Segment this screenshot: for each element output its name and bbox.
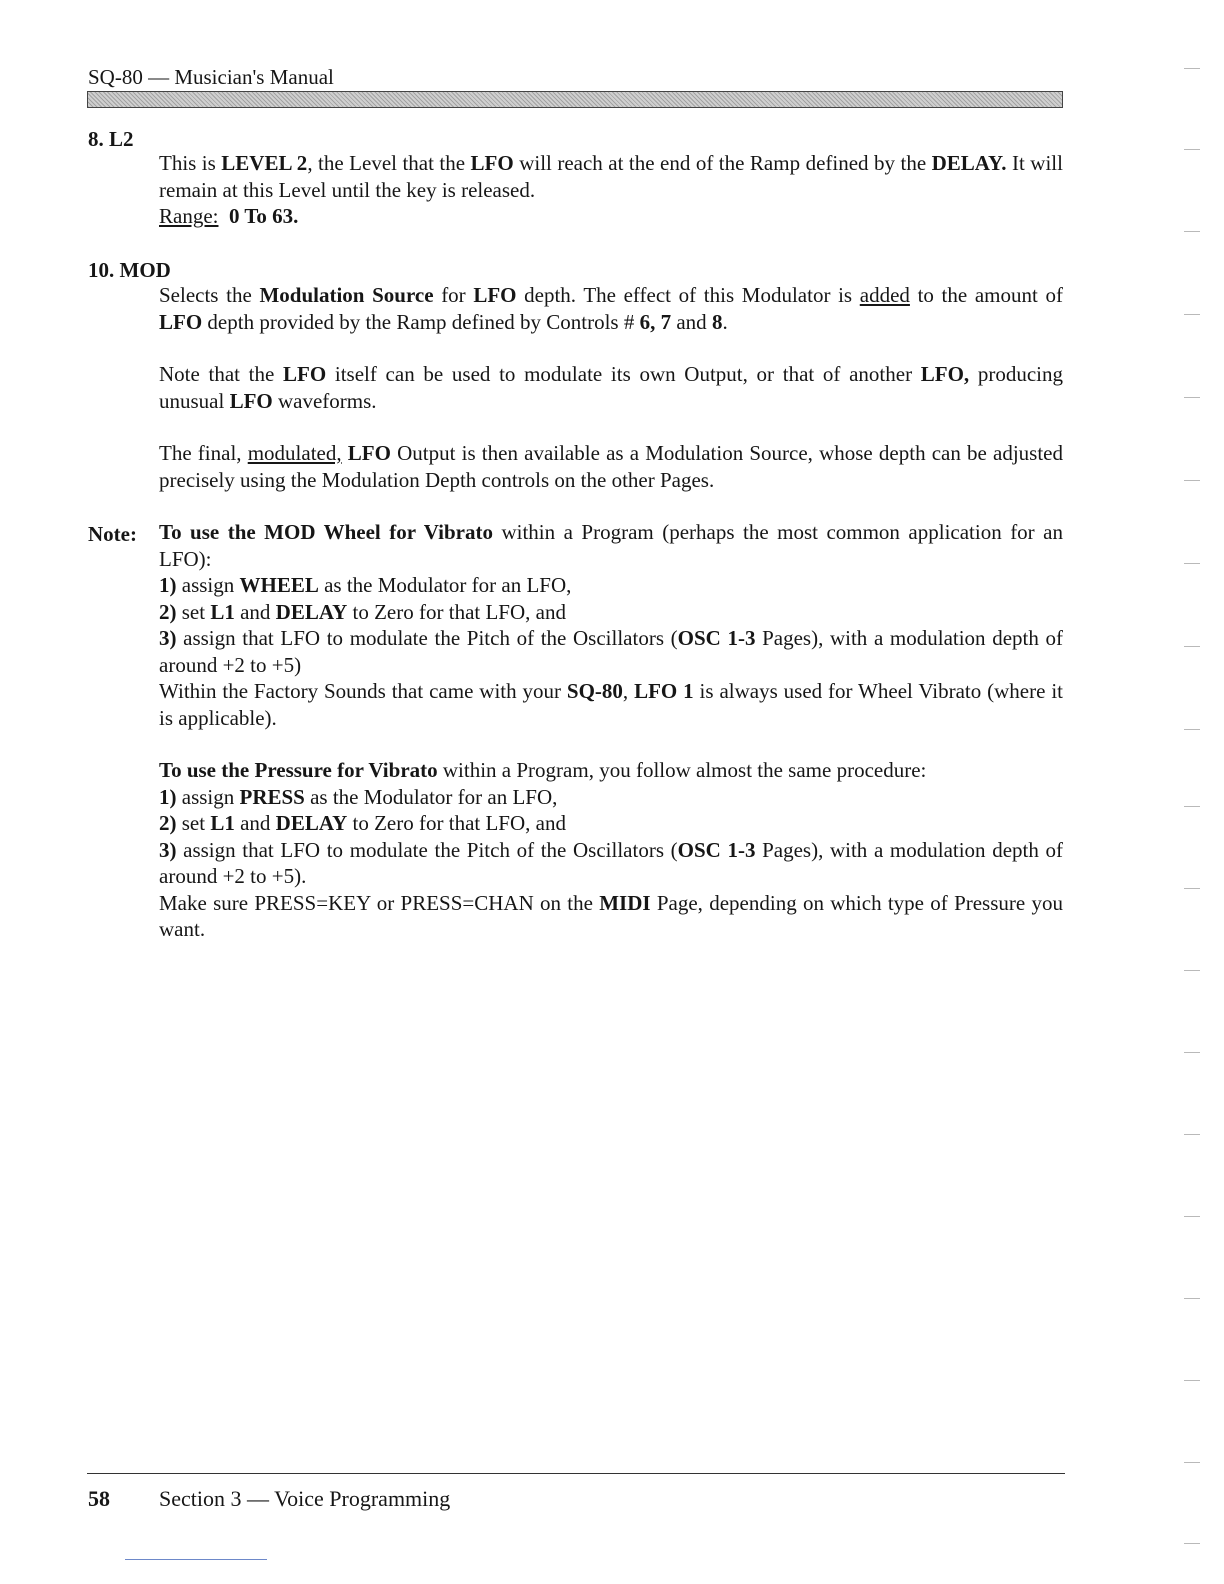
step-number: 2) [159, 599, 177, 624]
mod-paragraph-3 [159, 440, 1063, 493]
text: Note that the [159, 362, 284, 386]
text: to the amount of [909, 283, 1063, 307]
binder-tick [1184, 1462, 1200, 1463]
text: and [234, 599, 276, 624]
footer-section-title: Section 3 — Voice Programming [159, 1486, 451, 1511]
underlined-added: added [859, 283, 910, 307]
wheel-step-3 [159, 625, 1063, 678]
binder-tick [1184, 1380, 1200, 1381]
term-level-2: LEVEL 2 [221, 151, 308, 175]
term-delay: DELAY [275, 599, 348, 624]
text: assign [176, 573, 240, 597]
wheel-title: To use the MOD Wheel for Vibrato [159, 520, 493, 544]
term-delay: DELAY. [931, 151, 1007, 175]
mod-paragraph-2-block [159, 361, 1063, 414]
note-label: Note: [88, 522, 137, 546]
text: is always used for Wheel Vibrato (where it is applicable). [159, 679, 1063, 730]
text: assign that LFO to modulate the Pitch of the Oscillators ( [176, 626, 678, 650]
term-midi: MIDI [599, 890, 651, 915]
binder-tick [1184, 806, 1200, 807]
binder-tick [1184, 1052, 1200, 1053]
text: The final, [159, 441, 248, 465]
term-lfo: LFO [283, 362, 327, 386]
pressure-step-1 [159, 784, 1063, 811]
note-wheel-block [159, 519, 1063, 731]
range-label: Range: [159, 204, 219, 228]
binder-tick [1184, 563, 1200, 564]
l2-paragraph [159, 150, 1063, 203]
binder-tick [1184, 1543, 1200, 1544]
step-number: 1) [159, 573, 177, 597]
text: , [622, 679, 635, 703]
text: set [176, 811, 211, 835]
text: itself can be used to modulate its own Output, or that of another [326, 362, 921, 386]
text: as the Modulator for an LFO, [318, 573, 572, 597]
mod-paragraph-1 [159, 282, 1063, 335]
term-lfo: LFO, [920, 362, 970, 386]
term-osc: OSC 1-3 [677, 626, 756, 650]
section-heading-mod: 10. MOD [88, 258, 171, 282]
underlined-modulated: modulated, [247, 441, 342, 465]
text: assign [176, 784, 240, 809]
binder-tick [1184, 314, 1200, 315]
text: Make sure PRESS=KEY or PRESS=CHAN on the [159, 890, 600, 915]
term-lfo: LFO [347, 441, 391, 465]
term-lfo: LFO [470, 151, 514, 175]
pressure-title: To use the Pressure for Vibrato [159, 758, 438, 782]
pressure-make-sure [159, 890, 1063, 943]
text: for [433, 283, 474, 307]
binder-tick [1184, 646, 1200, 647]
wheel-step-1 [159, 572, 1063, 599]
text: will reach at the end of the Ramp defined by the [513, 151, 932, 175]
term-l1: L1 [210, 811, 235, 835]
term-osc: OSC 1-3 [677, 837, 756, 862]
footer-rule [87, 1473, 1065, 1474]
text: depth provided by the Ramp defined by Controls # [202, 309, 640, 334]
binder-tick [1184, 1216, 1200, 1217]
text: This is [159, 151, 222, 175]
l2-range [159, 203, 1063, 230]
wheel-step-2 [159, 599, 1063, 626]
text: Within the Factory Sounds that came with your [159, 679, 567, 703]
term-wheel: WHEEL [239, 573, 319, 597]
binder-tick [1184, 397, 1200, 398]
text: Output is then available as a Modulation Source, whose depth can be adjusted precisely using the Modulation Depth controls on the other Pages. [159, 441, 1064, 492]
term-modulation-source: Modulation Source [259, 283, 434, 307]
text: waveforms. [272, 388, 377, 413]
l2-body [159, 150, 1063, 230]
text: Pages), with a modulation depth of around +2 to +5) [159, 626, 1063, 677]
step-number: 2) [159, 811, 177, 835]
binder-tick [1184, 149, 1200, 150]
note-pressure-block [159, 757, 1063, 943]
term-l1: L1 [210, 599, 235, 624]
binder-tick [1184, 970, 1200, 971]
text: Page, depending on which type of Pressure you want. [159, 890, 1063, 941]
binder-tick [1184, 68, 1200, 69]
text: to Zero for that LFO, and [347, 599, 566, 624]
running-head: SQ-80 — Musician's Manual [88, 65, 334, 89]
text: , the Level that the [307, 151, 471, 175]
binder-tick [1184, 1134, 1200, 1135]
control-number: 8 [711, 309, 723, 334]
text: within a Program (perhaps the most common application for an LFO): [159, 520, 1063, 571]
text: assign that LFO to modulate the Pitch of the Oscillators ( [176, 837, 678, 862]
control-numbers: 6, 7 [639, 309, 672, 334]
binder-tick [1184, 729, 1200, 730]
text: depth. The effect of this Modulator is [516, 283, 860, 307]
range-value: 0 To 63. [228, 204, 299, 228]
term-press: PRESS [239, 784, 305, 809]
binder-tick [1184, 1298, 1200, 1299]
scan-edge-mark [125, 1559, 267, 1560]
pressure-step-2 [159, 810, 1063, 837]
text: set [176, 599, 211, 624]
text: producing unusual [159, 362, 1064, 413]
text: . [722, 309, 728, 334]
text: as the Modulator for an LFO, [304, 784, 558, 809]
wheel-factory-note [159, 678, 1063, 731]
text: Pages), with a modulation depth of around +2 to +5). [159, 837, 1063, 888]
pressure-intro [159, 757, 1063, 784]
text: and [234, 811, 276, 835]
step-number: 1) [159, 784, 177, 809]
pressure-step-3 [159, 837, 1063, 890]
term-lfo: LFO [229, 388, 273, 413]
binder-tick [1184, 480, 1200, 481]
wheel-intro [159, 519, 1063, 572]
text: Selects the [159, 283, 260, 307]
term-lfo: LFO [159, 309, 203, 334]
header-rule [87, 91, 1063, 108]
step-number: 3) [159, 626, 177, 650]
mod-paragraph-3-block [159, 440, 1063, 493]
text: It will remain at this Level until the key is released. [159, 151, 1063, 202]
binder-tick [1184, 231, 1200, 232]
step-number: 3) [159, 837, 177, 862]
page-number: 58 [88, 1486, 110, 1511]
mod-body [159, 282, 1063, 335]
term-sq80: SQ-80 [566, 679, 623, 703]
term-lfo: LFO [473, 283, 517, 307]
text: within a Program, you follow almost the same procedure: [437, 758, 927, 782]
term-delay: DELAY [275, 811, 348, 835]
binder-tick [1184, 888, 1200, 889]
mod-paragraph-2 [159, 361, 1063, 414]
section-heading-l2: 8. L2 [88, 127, 134, 151]
text: to Zero for that LFO, and [347, 811, 566, 835]
text: and [671, 309, 712, 334]
term-lfo-1: LFO 1 [634, 679, 694, 703]
